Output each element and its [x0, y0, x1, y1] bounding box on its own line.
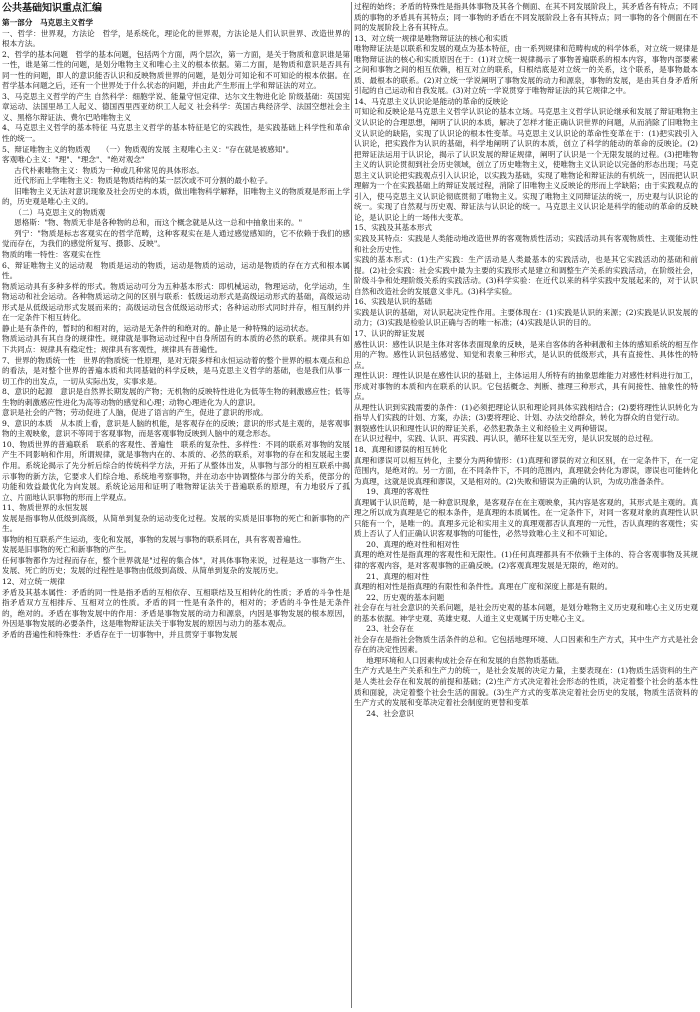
paragraph: 18、真理和谬误的相互转化	[354, 444, 448, 454]
paragraph: 12、对立统一规律	[2, 576, 65, 586]
paragraph: 11、物质世界的永恒发展	[2, 503, 88, 513]
paragraph: 3、马克思主义哲学的产生 自然科学：细胞学说、能量守恒定律、达尔文生物进化论 阶级基础：英国宪章运动、法国里昂工人起义、德国西里西亚纺织工人起义 社会科学：英国古典经济学、法国空想社会主义、黑格尔辩证法、费尔巴哈唯物主义	[2, 91, 350, 122]
paragraph: 生产方式是生产关系和生产力的统一，是社会发展的决定力量，主要表现在：(1)物质生活资料的生产是人类社会存在和发展的前提和基础；(2)生产方式决定着社会形态的性质，决定着整个社会的基本性质和面貌，决定着整个社会生活的面貌。(3)生产方式的变革决定着社会历史的发展，物质生活资料的生产方式的发展和变革决定着社会制度的更替和变革	[354, 666, 698, 708]
paragraph: 4、马克思主义哲学的基本特征 马克思主义哲学的基本特征是它的实践性，是实践基础上科学性和革命性的统一。	[2, 123, 350, 144]
paragraph: 社会存在与社会意识的关系问题，是社会历史观的基本问题，是划分唯物主义历史观和唯心主义历史观的基本依据。神学史观、英雄史观、人道主义史观属于历史唯心主义。	[354, 603, 698, 623]
paragraph: 9、意识的本质 从本质上看，意识是人脑的机能，是客观存在的反映；意识的形式是主观的，是客观事物的主观映象，意识不等同于客观事物，而是客观事物反映到人脑中的观念形态。	[2, 418, 350, 439]
paragraph: 静止是有条件的，暂时的和相对的，运动是无条件的和绝对的。静止是一种特殊的运动状态。	[2, 323, 314, 333]
paragraph: 16、实践是认识的基础	[354, 297, 433, 307]
paragraph: 真理的相对性是指真理的有限性和条件性。真理在广度和深度上都是有限的。	[354, 582, 613, 592]
paragraph: 8、意识的起源 意识是自然界长期发展的产物；无机物的反映特性进化为低等生物的刺激感应性；低等生物的刺激感应性进化为高等动物的感觉和心理；动物心理进化为人的意识。	[2, 387, 350, 407]
paragraph: 10、物质世界的普遍联系 联系的客观性、普遍性 联系的复杂性、多样性：不同的联系对事物的发展产生不同影响和作用，所谓规律，就是事物内在的、本质的、必然的联系，对事物的存在和发展起主要作用。系统论揭示了先分析后综合的传统科学方法，开拓了从整体出发，从事物与部分的相互联系中揭示事物的新方法，它要求人们综合地、系统地考察事物，并在动态中协调整体与部分的关系，使部分的功能和效益最优化为向发展。系统论运用和证明了唯物辩证法关于普遍联系的原理，有力地驳斥了孤立、片面地认识事物的形而上学观点。	[2, 439, 350, 502]
paragraph: 旧唯物主义无法对意识现象及社会历史的本质，做出唯物科学解释，旧唯物主义的物质观是形而上学的，历史观是唯心主义的。	[2, 186, 350, 207]
paragraph: 可知论和反映论是马克思主义哲学认识论的基本立场。马克思主义哲学认识论继承和发展了辩证唯物主义认识论的合理思想，阐明了认识的本质，解决了怎样才能正确认识世界的问题，从而消除了旧唯物主义认识论的缺陷，实现了认识论的根本性变革。马克思主义认识论的革命性变革在于：(1)把实践引入认识论，把实践作为认识的基础，科学地阐明了认识的本质，创立了科学的能动的革命的反映论。(2)把辩证法运用于认识论，揭示了认识发展的辩证规律，阐明了认识是一个无限发展的过程。(3)把唯物主义的认识论贯彻到社会历史领域，创立了历史唯物主义，使唯物主义认识论以完备的形态出现；马克思主义认识论把实践观点引入认识论，以实践为基础，实现了唯物论和辩证法的有机统一，因而把认识理解为一个在实践基础上的辩证发展过程，消除了旧唯物主义反映论的形而上学缺陷；由于实践观点的引入，使马克思主义认识论彻底贯彻了唯物主义。实现了唯物主义同辩证法的统一，历史观与认识论的统一。实现了自然观与历史观、辩证法与认识论的统一。马克思主义认识论是科学的能动的革命的反映论，是认识论上的一场伟大变革。	[354, 107, 698, 222]
paragraph: 矛盾及其基本属性：矛盾的同一性是指矛盾的互相依存、互相联结及互相转化的性质；矛盾的斗争性是指矛盾双方互相排斥、互相对立的性质。矛盾的同一性是有条件的，相对的；矛盾的斗争性是无条件的，绝对的。矛盾在事物发展中的作用：矛盾是事物发展的动力和源泉，内因是事物发展的根本原因，外因是事物发展的必要条件，这是唯物辩证法关于事物发展的原因与动力的基本观点。	[2, 587, 350, 629]
paragraph: 唯物辩证法是以联系和发展的观点为基本特征，由一系列规律和范畴构成的科学体系，对立统一规律是唯物辩证法的核心和实质原因在于：(1)对立统一规律揭示了事物普遍联系的根本内容，事物内部要素之间和事物之间的相互依赖，相互对立的联系，归根结底是对立统一的关系，这个联系，是事物最本质、最根本的联系。(2)对立统一学说阐明了事物发展的动力和源泉，事物的发展，是由其自身矛盾所引起的自己运动和自我发展。(3)对立统一学说贯穿于唯物辩证法的其它规律之中。	[354, 44, 698, 96]
paragraph: 实践及其特点：实践是人类能动地改造世界的客观物质性活动；实践活动具有客观物质性、主观能动性和社会历史性。	[354, 234, 698, 254]
paragraph: 5、辩证唯物主义的物质观 （一）物质观的发展 主观唯心主义："存在就是被感知"。	[2, 144, 294, 154]
paragraph: 在认识过程中，实践、认识、再实践、再认识，循环往复以至无穷，是认识发展的总过程。	[354, 434, 658, 444]
paragraph: 21、真理的相对性	[366, 571, 429, 581]
paragraph: 真理属于认识范畴，是一种意识现象，是客观存在在主观映象，其内容是客观的，其形式是主观的。真理之所以成为真理是它的根本条件，是真理的本质属性。在一定条件下，对同一客观对象的真理性认识只能有一个，是唯一的。真理多元论和实用主义的真理观都否认真理的一元性，否认真理的客观性；实质上否认了人们正确认识客观事物的可能性，必然导致唯心主义和不可知论。	[354, 497, 698, 539]
paragraph: 从理性认识到实践需要的条件：(1)必须把理论认识和理论同具体实践相结合；(2)要将理性认识转化为指导人们实践的计划、方案，办法；(3)要将理论、计划、办法交给群众，转化为群众的自觉行动。	[354, 402, 698, 423]
paragraph: 20、真理的绝对性和相对性	[366, 539, 460, 549]
paragraph: 地理环境和人口因素构成社会存在和发展的自然物质基础。	[366, 655, 564, 665]
paragraph: 13、对立统一规律是唯物辩证法的核心和实质	[354, 33, 508, 43]
column-divider	[351, 2, 352, 1008]
paragraph: 7、世界的物质统一性 世界的物质统一性原理，是对无限多样和永恒运动着的整个世界的根本观点和总的看法，是对整个世界的普遍本质和共同基础的科学反映，是马克思主义哲学的基础，也是我们从事一切工作的出发点，一切从实际出发，实事求是。	[2, 355, 350, 386]
paragraph: 近代形而上学唯物主义：物质是物质结构的某一层次或不可分割的最小粒子。	[14, 176, 273, 186]
paragraph: 物质运动具有多种多样的形式。物质运动可分为五种基本形式：即机械运动，物理运动，化学运动，生物运动和社会运动。各种物质运动之间的区别与联系：低级运动形式是高级运动形式的基础，高级运动形式是从低级运动形式发展而来的；高级运动包含低级运动形式；各种运动形式同时并存，相互制约并在一定条件下相互转化。	[2, 281, 350, 323]
paragraph: 物质的唯一特性：客观实在性	[2, 250, 101, 260]
paragraph: 实践是认识的基础，对认识起决定性作用。主要体现在：(1)实践是认识的来源；(2)实践是认识发展的动力；(3)实践是检验认识正确与否的唯一标准；(4)实践是认识的目的。	[354, 307, 698, 328]
paragraph: 15、实践及其基本形式	[354, 223, 433, 233]
paragraph: 过程的始终；矛盾的特殊性是指具体事物及其各个侧面、在其不同发展阶段上，其矛盾各有特点；不同质的事物的矛盾具有其特点；同一事物的矛盾在不同发展阶段上各有其特点；同一事物的各个侧面在不同的发展阶段上各有其特点。	[354, 2, 698, 33]
paragraph: 列宁："物质是标志客观实在的哲学范畴，这种客观实在是人通过感觉感知的，它不依赖于我们的感觉而存在，为我们的感觉所复写、摄影、反映"。	[2, 228, 350, 249]
left-text-flow	[2, 18, 350, 640]
paragraph: 一、哲学：世界观，方法论 哲学，是系统化，理论化的世界观，方法论是人们认识世界、改造世界的根本方法。	[2, 28, 350, 49]
paragraph: 任何事物都作为过程而存在，整个世界就是"过程的集合体"，对具体事物来说，过程是这一事物产生、发展、死亡的历史；发展的过程性是事物由低级到高级、从简单到复杂的发展历史。	[2, 555, 350, 576]
paragraph: 第一部分 马克思主义哲学	[2, 18, 94, 27]
paragraph: 客观唯心主义："理"、"理念"、"绝对观念"	[2, 155, 145, 165]
paragraph: 真理和谬误可以相互转化，主要分为两种情形：(1)真理和谬误的对立和区别，在一定条件下，在一定范围内，是绝对的。另一方面，在不同条件下，不同的范围内，真理就会转化为谬误，谬误也可能转化为真理，这就是说真理和谬误，又是相对的。(2)失败和错误为正确的认识，为成功准备条件。	[354, 455, 698, 486]
paragraph: 发展是旧事物的死亡和新事物的产生。	[2, 545, 132, 555]
page-title: 公共基础知识重点汇编	[2, 3, 102, 14]
paragraph: 6、辩证唯物主义的运动观 物质是运动的物质，运动是物质的运动，运动是物质的存在方式和根本属性。	[2, 260, 350, 281]
paragraph: 实践的基本形式：(1)生产实践：生产活动是人类最基本的实践活动，也是其它实践活动的基础和前提。(2)社会实践：社会实践中最为主要的实践形式是建立和调整生产关系的实践活动，在阶级社会，阶级斗争和处理阶级关系的实践活动。(3)科学实验：在近代以来的科学实践中发展起来的，对于认识自然和改造社会的发展意义非凡。(3)科学实验。	[354, 255, 698, 296]
paragraph: （二）马克思主义的物质观	[14, 207, 106, 217]
paragraph: 24、社会意识	[366, 708, 414, 718]
right-column	[354, 2, 698, 1010]
paragraph: 社会存在是指社会物质生活条件的总和。它包括地理环境、人口因素和生产方式，其中生产方式是社会存在的决定性因素。	[354, 634, 698, 655]
paragraph: 理性认识：理性认识是在感性认识的基础上，主体运用人所特有的抽象思维能力对感性材料进行加工，形成对事物的本质和内在联系的认识。它包括概念、判断、推理三种形式，具有间接性、抽象性的特点。	[354, 371, 698, 402]
paragraph: 23、社会存在	[366, 624, 414, 634]
paragraph: 真理的绝对性是指真理的客观性和无限性。(1)任何真理都具有不依赖于主体的、符合客观事物及其规律的客观内容，是对客观事物的正确反映。(2)客观真理发展是无限的，绝对的。	[354, 550, 698, 570]
paragraph: 19、真理的客观性	[366, 487, 429, 497]
paragraph: 物质运动具有其自身的规律性。规律就是事物运动过程中自身所固有的本质的必然的联系。规律具有如下共同点：规律具有稳定性；规律具有客观性，规律具有普遍性。	[2, 334, 350, 354]
paragraph: 14、马克思主义认识论是能动的革命的反映论	[354, 96, 508, 106]
document-page	[2, 0, 698, 1012]
paragraph: 22、历史观的基本问题	[366, 592, 445, 602]
paragraph: 事物的相互联系产生运动，变化和发展，事物的发展与事物的联系同在，具有客观普遍性。	[2, 534, 306, 544]
paragraph: 17、认识的辩证发展	[354, 328, 425, 338]
paragraph: 发展是指事物从低级到高级，从简单到复杂的运动变化过程。发展的实质是旧事物的死亡和新事物的产生。	[2, 513, 350, 534]
right-text-flow	[354, 2, 698, 719]
paragraph: 意识是社会的产物；劳动促进了人脑，促进了语言的产生，促进了意识的形成。	[2, 408, 268, 418]
paragraph: 古代朴素唯物主义：物质为一种或几种常见的具体形态。	[14, 165, 204, 175]
left-column	[2, 2, 350, 1010]
paragraph: 2、哲学的基本问题 哲学的基本问题，包括两个方面，两个层次，第一方面，是关于物质和意识谁是第一性，谁是第二性的问题，是划分唯物主义和唯心主义的根本依据。第二方面，是物质和意识是否具有同一性的问题，即人的意识能否认识和反映物质世界的问题，是划分可知论和不可知论的根本依据。在哲学基本问题之后，还有一个世界处于什么状态的问题，并由此产生形而上学和辩证法的对立。	[2, 49, 350, 91]
paragraph: 感性认识：感性认识是主体对客体表面现象的反映，是来自客体的各种刺激和主体的感知系统的相互作用的产物。感性认识包括感觉、知觉和表象三种形式，是认识的低级形式，具有直接性、具体性的特点。	[354, 339, 698, 370]
paragraph: 矛盾的普遍性和特殊性：矛盾存在于一切事物中，并且贯穿于事物发展	[2, 629, 238, 639]
paragraph: 恩格斯："物、物质无非是各种物的总和，而这个概念就是从这一总和中抽象出来的。"	[14, 218, 303, 228]
paragraph: 割裂感性认识和理性认识的辩证关系，必然犯教条主义和经验主义两种错误。	[354, 423, 613, 433]
